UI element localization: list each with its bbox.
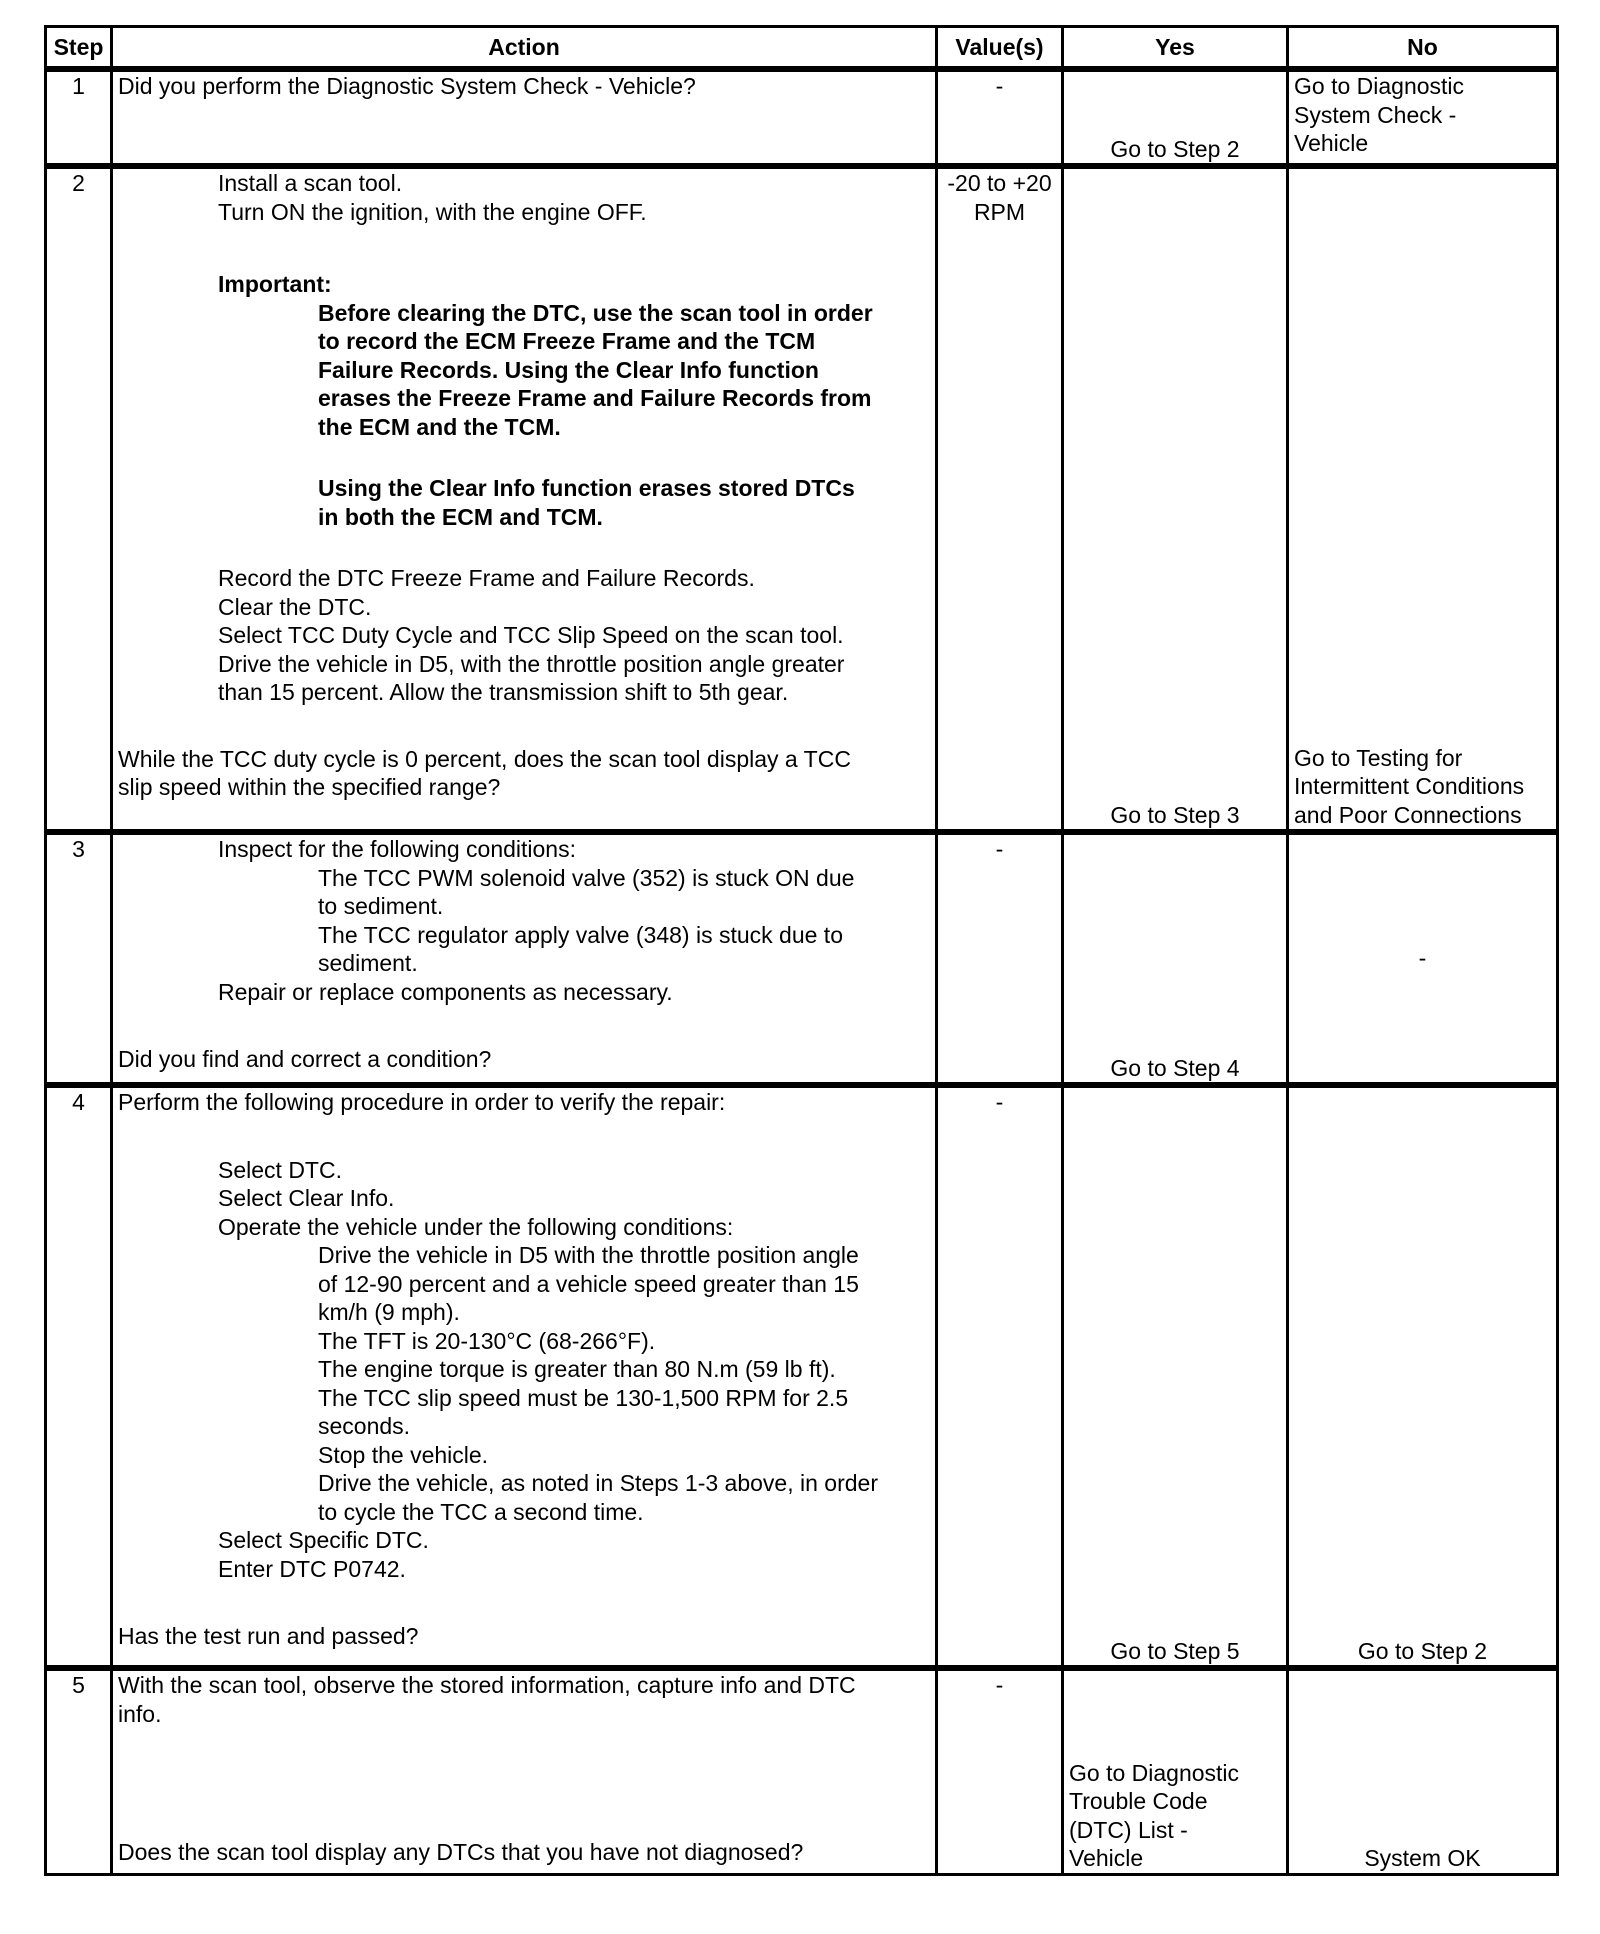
action-question: slip speed within the specified range?: [118, 774, 501, 800]
action-substep: Drive the vehicle in D5 with the throttle position angle: [318, 1242, 859, 1268]
action-substep: to sediment.: [318, 893, 444, 919]
important-label: Important:: [218, 271, 332, 297]
action-question: Did you find and correct a condition?: [118, 1046, 492, 1072]
header-values: Value(s): [937, 27, 1063, 70]
table-header-row: [46, 27, 1558, 70]
action-substep: to cycle the TCC a second time.: [318, 1498, 644, 1525]
action-substep: The engine torque is greater than 80 N.m (59 lb ft).: [318, 1356, 836, 1382]
no-line: System Check -: [1294, 101, 1457, 128]
action-substep: sediment.: [318, 950, 418, 976]
yes-line: Trouble Code: [1069, 1788, 1208, 1814]
action-substep: of 12-90 percent and a vehicle speed greater than 15: [318, 1270, 859, 1297]
yes-line: Go to Diagnostic: [1069, 1759, 1240, 1786]
action-step: Select Clear Info.: [218, 1185, 395, 1211]
step-number: 2: [46, 166, 112, 832]
action-cell: [112, 69, 937, 166]
action-question: While the TCC duty cycle is 0 percent, does the scan tool display a TCC: [118, 745, 851, 772]
table-row: [46, 69, 1558, 166]
action-step: Drive the vehicle in D5, with the throttle position angle greater: [218, 650, 845, 677]
important-text: Failure Records. Using the Clear Info function: [318, 356, 819, 383]
action-substep: The TCC slip speed must be 130-1,500 RPM for 2.5: [318, 1384, 849, 1411]
action-intro: With the scan tool, observe the stored information, capture info and DTC: [118, 1672, 856, 1698]
value-cell: -: [937, 1668, 1063, 1874]
no-line: Go to Testing for: [1294, 744, 1463, 771]
value-cell: -: [937, 1085, 1063, 1668]
action-step: Clear the DTC.: [218, 593, 372, 620]
important-text: Using the Clear Info function erases stored DTCs: [318, 475, 855, 501]
action-step: Repair or replace components as necessary.: [218, 978, 673, 1005]
step-number: 3: [46, 832, 112, 1085]
header-yes: Yes: [1063, 27, 1288, 70]
action-step: Inspect for the following conditions:: [218, 836, 576, 862]
action-step: Record the DTC Freeze Frame and Failure Records.: [218, 565, 755, 591]
no-line: Intermittent Conditions: [1294, 773, 1525, 799]
important-text: Before clearing the DTC, use the scan tool in order: [318, 299, 873, 326]
action-intro: info.: [118, 1700, 162, 1727]
no-text: System OK: [1364, 1845, 1481, 1871]
action-cell: [112, 166, 937, 832]
action-step: Operate the vehicle under the following conditions:: [218, 1213, 734, 1240]
action-step: Select Specific DTC.: [218, 1527, 429, 1553]
no-cell: [1288, 69, 1558, 166]
yes-text: Go to Step 2: [1110, 135, 1240, 162]
value-line: RPM: [973, 198, 1026, 225]
yes-cell: [1063, 1668, 1288, 1874]
value-cell: -: [937, 69, 1063, 166]
header-no: No: [1288, 27, 1558, 70]
action-substep: The TCC PWM solenoid valve (352) is stuck ON due: [318, 864, 855, 891]
no-line: Go to Diagnostic: [1294, 73, 1465, 99]
header-action: Action: [112, 27, 937, 70]
table-row: [46, 1085, 1558, 1668]
no-cell: [1288, 1668, 1558, 1874]
step-number: 5: [46, 1668, 112, 1874]
yes-text: Go to Step 5: [1110, 1637, 1240, 1664]
header-step: Step: [46, 27, 112, 70]
diagnostic-table: [44, 25, 1559, 1876]
important-text: the ECM and the TCM.: [318, 413, 561, 440]
important-text: erases the Freeze Frame and Failure Records from: [318, 385, 872, 411]
no-cell: [1288, 1085, 1558, 1668]
action-question: Did you perform the Diagnostic System Check - Vehicle?: [118, 73, 696, 99]
table-row: [46, 832, 1558, 1085]
yes-text: Go to Step 4: [1110, 1054, 1240, 1081]
value-line: -20 to +20: [947, 170, 1052, 196]
step-number: 1: [46, 69, 112, 166]
no-line: and Poor Connections: [1294, 801, 1522, 828]
action-substep: km/h (9 mph).: [318, 1299, 460, 1325]
action-substep: The TCC regulator apply valve (348) is stuck due to: [318, 921, 843, 948]
action-cell: [112, 1085, 937, 1668]
no-line: Vehicle: [1294, 130, 1369, 156]
yes-cell: [1063, 69, 1288, 166]
action-step: Install a scan tool.: [218, 170, 403, 196]
yes-line: (DTC) List -: [1069, 1816, 1188, 1843]
no-cell: [1288, 166, 1558, 832]
table-row: [46, 166, 1558, 832]
action-substep: Drive the vehicle, as noted in Steps 1-3 above, in order: [318, 1470, 878, 1496]
important-text: to record the ECM Freeze Frame and the TCM: [318, 328, 816, 354]
action-substep: seconds.: [318, 1413, 411, 1439]
no-text: Go to Step 2: [1357, 1637, 1488, 1664]
action-question: Has the test run and passed?: [118, 1623, 419, 1649]
action-intro: Perform the following procedure in order to verify the repair:: [118, 1089, 726, 1115]
value-cell: -: [937, 832, 1063, 1085]
action-step: Select DTC.: [218, 1156, 342, 1183]
yes-line: Vehicle: [1069, 1845, 1144, 1871]
action-step: than 15 percent. Allow the transmission shift to 5th gear.: [218, 679, 789, 705]
action-cell: [112, 1668, 937, 1874]
action-substep: Stop the vehicle.: [318, 1441, 489, 1468]
table-row: [46, 1668, 1558, 1874]
yes-cell: [1063, 1085, 1288, 1668]
value-cell: [937, 166, 1063, 832]
yes-text: Go to Step 3: [1110, 801, 1240, 828]
action-step: Enter DTC P0742.: [218, 1555, 406, 1582]
yes-cell: [1063, 166, 1288, 832]
action-question: Does the scan tool display any DTCs that you have not diagnosed?: [118, 1838, 804, 1865]
action-step: Turn ON the ignition, with the engine OFF.: [218, 198, 647, 225]
action-step: Select TCC Duty Cycle and TCC Slip Speed on the scan tool.: [218, 622, 844, 648]
action-substep: The TFT is 20-130°C (68-266°F).: [318, 1327, 656, 1354]
yes-cell: [1063, 832, 1288, 1085]
step-number: 4: [46, 1085, 112, 1668]
no-cell: -: [1288, 832, 1558, 1085]
important-text: in both the ECM and TCM.: [318, 503, 603, 530]
action-cell: [112, 832, 937, 1085]
